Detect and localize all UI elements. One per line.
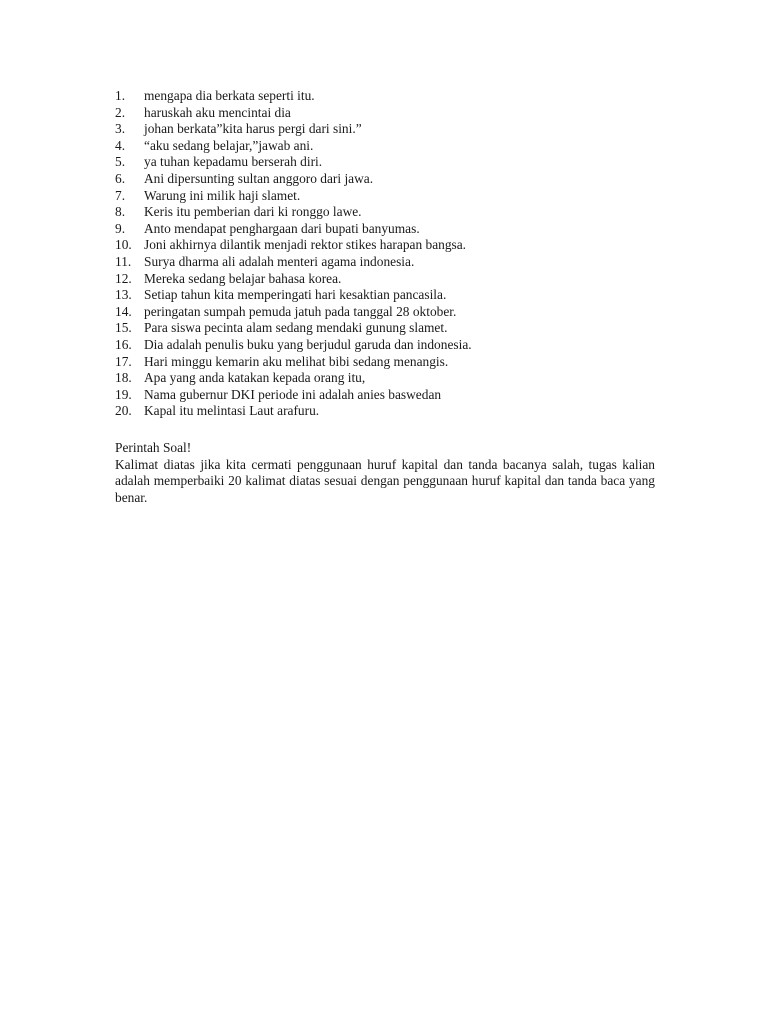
list-item <box>115 354 675 371</box>
list-item <box>115 138 675 155</box>
item-number: 13. <box>115 287 132 303</box>
item-text: Mereka sedang belajar bahasa korea. <box>144 270 342 286</box>
item-number: 19. <box>115 386 132 402</box>
item-number: 3. <box>115 121 126 137</box>
sentence-list <box>115 88 675 420</box>
list-item <box>115 237 675 254</box>
item-text: Joni akhirnya dilantik menjadi rektor stikes harapan bangsa. <box>144 237 467 253</box>
item-number: 11. <box>115 253 132 269</box>
instructions-body: Kalimat diatas jika kita cermati penggunaan huruf kapital dan tanda bacanya salah, tugas kalian adalah memperbaiki 20 kalimat diatas sesuai dengan penggunaan huruf kapital dan tanda baca yang benar. <box>115 456 655 505</box>
item-number: 10. <box>115 237 132 253</box>
item-number: 9. <box>115 220 126 236</box>
list-item <box>115 287 675 304</box>
item-number: 17. <box>115 353 132 369</box>
item-text: “aku sedang belajar,”jawab ani. <box>144 137 314 153</box>
item-text: peringatan sumpah pemuda jatuh pada tanggal 28 oktober. <box>144 303 457 319</box>
item-text: Nama gubernur DKI periode ini adalah anies baswedan <box>144 386 442 402</box>
item-text: Keris itu pemberian dari ki ronggo lawe. <box>144 204 362 220</box>
item-number: 18. <box>115 370 132 386</box>
list-item <box>115 403 675 420</box>
list-item <box>115 188 675 205</box>
item-number: 20. <box>115 403 132 419</box>
item-number: 16. <box>115 336 132 352</box>
list-item <box>115 105 675 122</box>
item-text: Dia adalah penulis buku yang berjudul garuda dan indonesia. <box>144 336 472 352</box>
item-text: Ani dipersunting sultan anggoro dari jawa. <box>144 170 374 186</box>
item-number: 7. <box>115 187 126 203</box>
item-text: Setiap tahun kita memperingati hari kesaktian pancasila. <box>144 287 447 303</box>
list-item <box>115 204 675 221</box>
item-text: Anto mendapat penghargaan dari bupati banyumas. <box>144 220 420 236</box>
item-number: 6. <box>115 170 126 186</box>
list-item <box>115 121 675 138</box>
list-item <box>115 221 675 238</box>
item-number: 14. <box>115 303 132 319</box>
item-number: 8. <box>115 204 126 220</box>
item-number: 12. <box>115 270 132 286</box>
item-text: haruskah aku mencintai dia <box>144 104 291 120</box>
item-text: Apa yang anda katakan kepada orang itu, <box>144 370 366 386</box>
item-number: 1. <box>115 88 126 103</box>
list-item <box>115 304 675 321</box>
list-item <box>115 171 675 188</box>
list-item <box>115 254 675 271</box>
list-item <box>115 337 675 354</box>
list-item <box>115 271 675 288</box>
instructions-section <box>115 440 655 506</box>
item-number: 5. <box>115 154 126 170</box>
list-item <box>115 320 675 337</box>
item-text: Kapal itu melintasi Laut arafuru. <box>144 403 320 419</box>
item-text: ya tuhan kepadamu berserah diri. <box>144 154 323 170</box>
item-number: 15. <box>115 320 132 336</box>
list-item <box>115 154 675 171</box>
item-number: 2. <box>115 104 126 120</box>
item-number: 4. <box>115 137 126 153</box>
item-text: johan berkata”kita harus pergi dari sini.” <box>144 121 362 137</box>
list-item <box>115 387 675 404</box>
item-text: Hari minggu kemarin aku melihat bibi sedang menangis. <box>144 353 449 369</box>
item-text: Surya dharma ali adalah menteri agama indonesia. <box>144 253 415 269</box>
instructions-title: Perintah Soal! <box>115 440 192 455</box>
item-text: mengapa dia berkata seperti itu. <box>144 88 315 103</box>
list-item <box>115 370 675 387</box>
list-item <box>115 88 675 105</box>
item-text: Warung ini milik haji slamet. <box>144 187 301 203</box>
item-text: Para siswa pecinta alam sedang mendaki gunung slamet. <box>144 320 448 336</box>
